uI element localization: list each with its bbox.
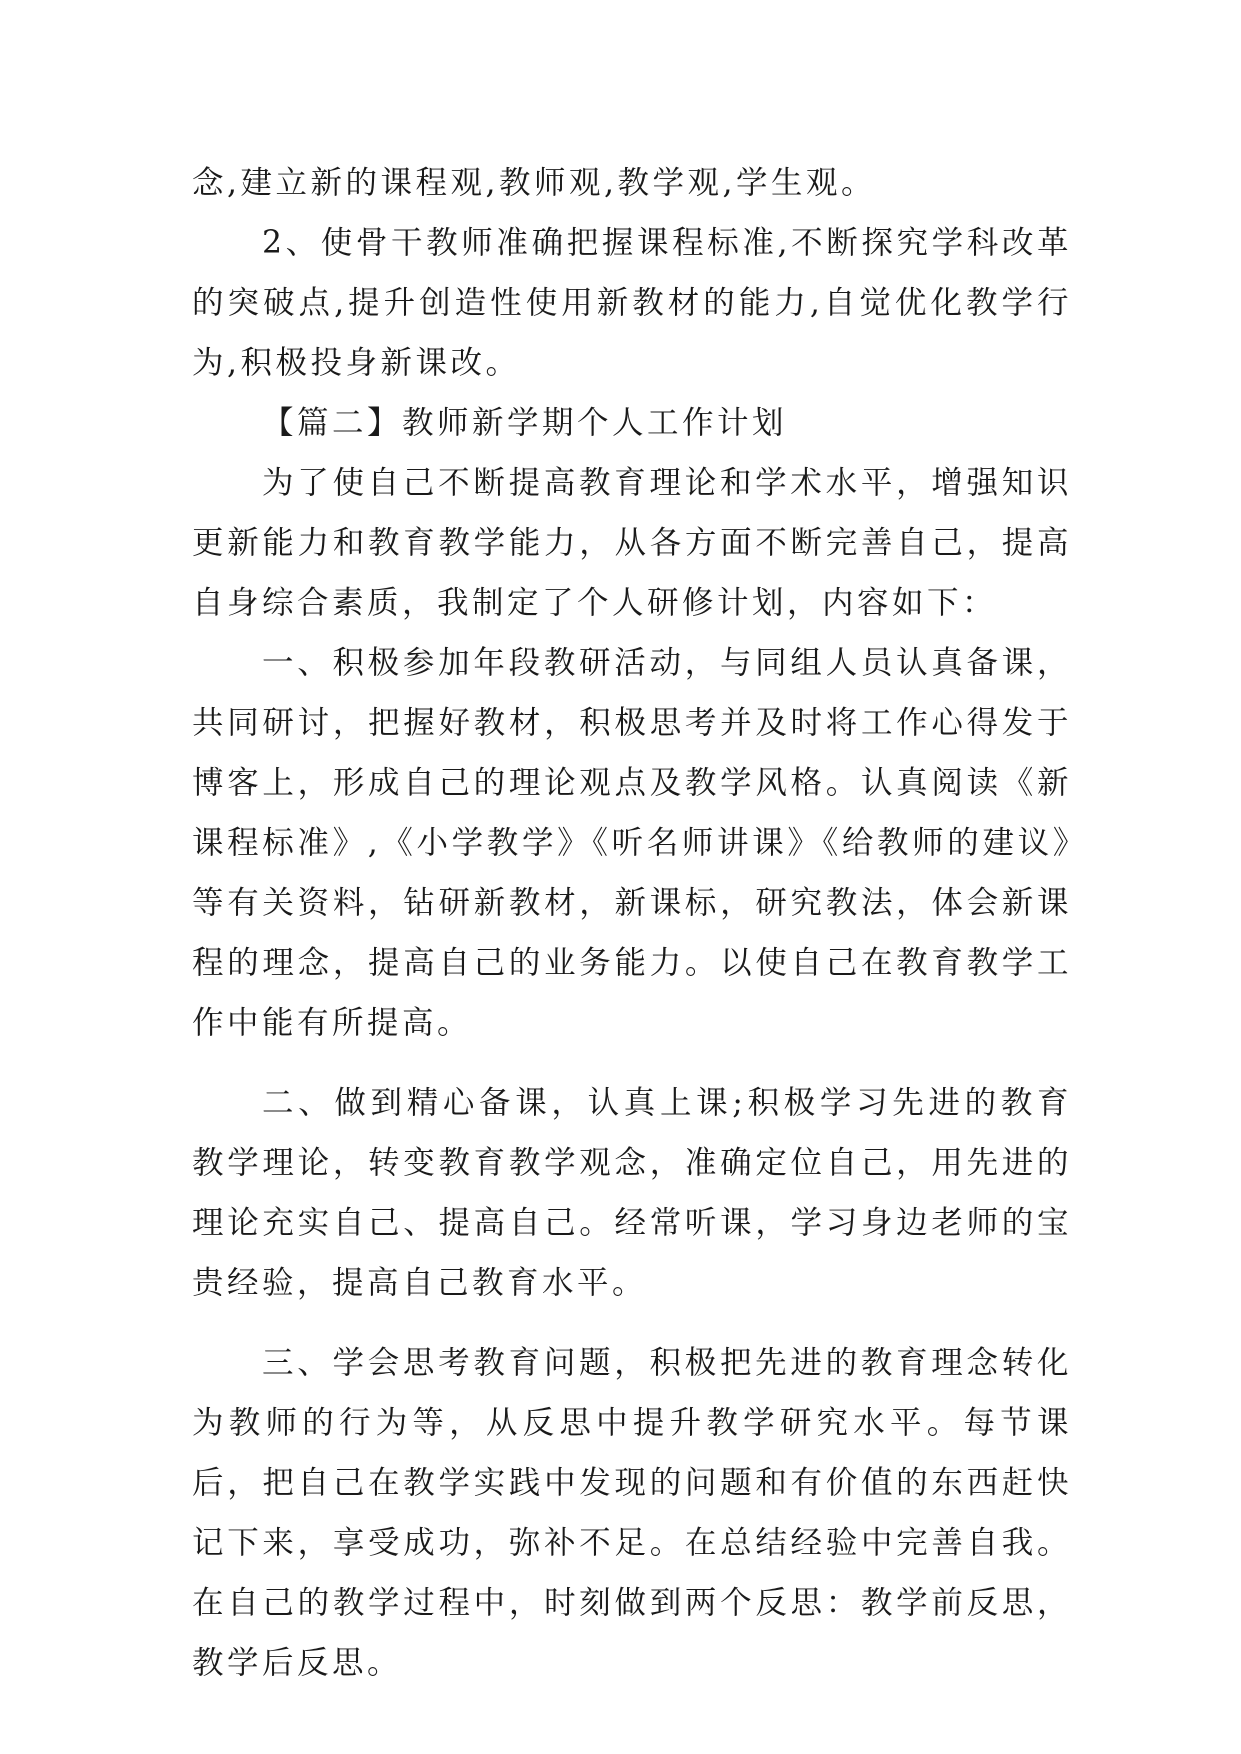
paragraph-point-3: 三、学会思考教育问题，积极把先进的教育理念转化为教师的行为等，从反思中提升教学研究水平。每节课后，把自己在教学实践中发现的问题和有价值的东西赶快记下来，享受成功，弥补不足。在总结经验中完善自我。在自己的教学过程中，时刻做到两个反思：教学前反思，教学后反思。 bbox=[192, 1345, 1072, 1681]
paragraph-item-2: 2、使骨干教师准确把握课程标准,不断探究学科改革的突破点,提升创造性使用新教材的能力,自觉优化教学行为,积极投身新课改。 bbox=[192, 225, 1072, 381]
section-heading: 【篇二】教师新学期个人工作计划 bbox=[262, 405, 788, 441]
document-body bbox=[192, 153, 1072, 1693]
paragraph-point-2: 二、做到精心备课，认真上课;积极学习先进的教育教学理论，转变教育教学观念，准确定位自己，用先进的理论充实自己、提高自己。经常听课，学习身边老师的宝贵经验，提高自己教育水平。 bbox=[192, 1085, 1072, 1301]
paragraph-continuation: 念,建立新的课程观,教师观,教学观,学生观。 bbox=[192, 165, 877, 201]
paragraph-point-1: 一、积极参加年段教研活动，与同组人员认真备课，共同研讨，把握好教材，积极思考并及时将工作心得发于博客上，形成自己的理论观点及教学风格。认真阅读《新课程标准》,《小学教学》《听名师讲课》《给教师的建议》等有关资料，钻研新教材，新课标，研究教法，体会新课程的理念，提高自己的业务能力。以使自己在教育教学工作中能有所提高。 bbox=[192, 645, 1072, 1041]
paragraph-intro: 为了使自己不断提高教育理论和学术水平，增强知识更新能力和教育教学能力，从各方面不断完善自己，提高自身综合素质，我制定了个人研修计划，内容如下： bbox=[192, 465, 1072, 621]
